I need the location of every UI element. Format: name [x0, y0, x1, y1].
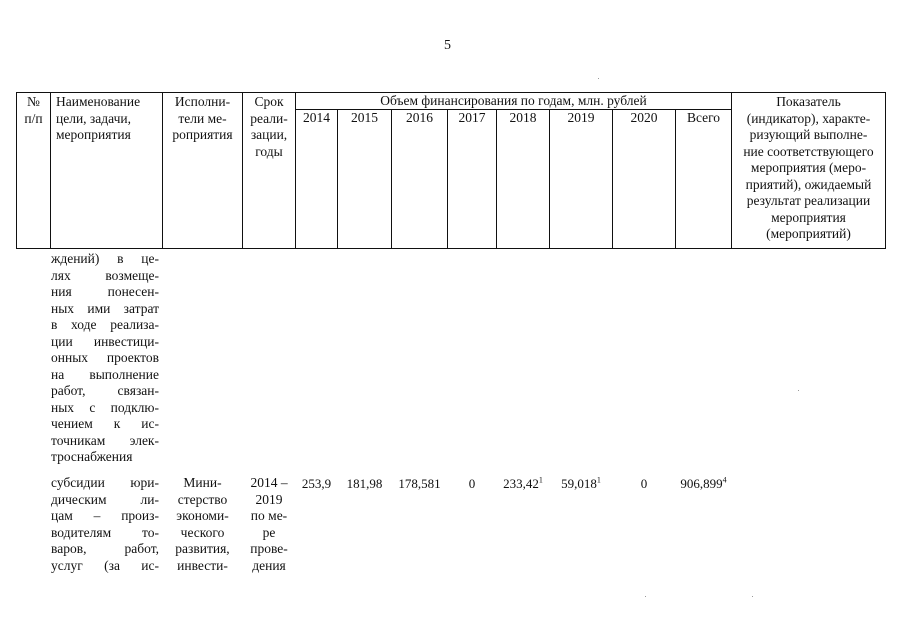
header-indicator [732, 94, 885, 243]
name-line: ния понесен- [51, 284, 159, 299]
scan-speck [798, 390, 799, 391]
header-term-line: годы [255, 143, 283, 159]
header-executors [163, 94, 242, 144]
header-term-line: Срок [254, 94, 284, 109]
exec-line: экономи- [176, 508, 229, 523]
header-name [56, 94, 160, 144]
header-indicator-line: ризующий выполне- [749, 127, 868, 142]
value-2018: 233,42$^1$ [503, 475, 543, 491]
header-exec-line: Исполни- [174, 94, 231, 109]
value-2016: 178,581 [398, 476, 441, 491]
term-line: 2019 [255, 491, 283, 507]
header-num-line: № [27, 94, 40, 109]
name-line: чением к ис- [51, 416, 159, 431]
header-year-2020: 2020 [630, 110, 658, 125]
exec-line: ческого [180, 524, 225, 540]
term-line: ре [262, 524, 276, 540]
header-num-line: п/п [24, 110, 43, 126]
name-line: услуг (за ис- [51, 557, 159, 573]
value-2015: 181,98 [346, 476, 383, 491]
header-year-2017: 2017 [458, 110, 486, 125]
value-2020: 0 [640, 476, 648, 491]
exec-line: стерство [177, 491, 228, 507]
name-line: ных ими затрат [51, 300, 159, 316]
name-line: водителям то- [51, 524, 159, 540]
name-line: онных проектов [51, 350, 159, 365]
name-line: точникам элек- [51, 432, 159, 448]
name-new-row [51, 475, 159, 574]
term-cell [243, 475, 295, 574]
value-total: 906,899$^4$ [680, 475, 727, 491]
header-term-line: зации, [250, 127, 288, 142]
header-indicator-line: результат реализации [746, 193, 871, 208]
header-name-line: мероприятия [56, 127, 131, 142]
name-line: ных с подклю- [51, 399, 159, 415]
name-line: ждений) в це- [51, 251, 159, 266]
header-year-2016: 2016 [406, 110, 433, 125]
value-2017: 0 [468, 476, 476, 491]
scan-speck [645, 596, 646, 597]
header-indicator-line: Показатель [776, 94, 841, 109]
term-line: по ме- [250, 508, 288, 523]
scan-speck [752, 596, 753, 597]
header-indicator-line: (мероприятий) [766, 226, 851, 241]
exec-line: Мини- [183, 475, 222, 490]
name-line: лях возмеще- [51, 267, 159, 283]
exec-line: развития, [175, 541, 230, 556]
name-line: троснабжения [51, 449, 133, 464]
name-line: работ, связан- [51, 383, 159, 398]
executors-cell [163, 475, 242, 574]
header-indicator-line: мероприятия (меро- [750, 160, 867, 175]
header-indicator-line: ние соответствующего [743, 143, 874, 159]
header-term-line: реали- [250, 110, 288, 126]
header-year-2014: 2014 [303, 110, 330, 125]
value-2014: 253,9 [301, 476, 332, 491]
name-line: дическим ли- [51, 491, 159, 507]
header-year-2019: 2019 [567, 110, 595, 125]
name-line: ции инвестици- [51, 333, 159, 349]
header-indicator-line: мероприятия [771, 209, 846, 225]
name-continuation [51, 251, 159, 466]
header-name-line: цели, задачи, [56, 110, 131, 126]
page-number: 5 [444, 38, 451, 53]
name-line: цам – произ- [51, 508, 159, 523]
header-exec-line: тели ме- [178, 110, 227, 126]
header-indicator-line: приятий), ожидаемый [745, 176, 872, 192]
name-line: субсидии юри- [51, 475, 159, 490]
value-2019: 59,018$^1$ [561, 475, 601, 491]
name-line: на выполнение [51, 366, 159, 382]
term-line: прове- [250, 541, 288, 556]
header-term [243, 94, 295, 160]
header-funding-title: Объем финансирования по годам, млн. рублей [380, 93, 647, 108]
header-indicator-line: (индикатор), характе- [746, 110, 871, 126]
header-total: Всего [686, 110, 721, 125]
name-line: в ходе реализа- [51, 317, 159, 332]
term-line: дения [252, 557, 286, 573]
header-year-2015: 2015 [351, 110, 378, 125]
scan-speck [598, 78, 599, 79]
header-exec-line: роприятия [172, 127, 233, 142]
header-name-line: Наименование [56, 94, 141, 109]
term-line: 2014 – [250, 475, 288, 490]
header-year-2018: 2018 [509, 110, 537, 125]
header-num [17, 94, 50, 127]
name-line: варов, работ, [51, 541, 159, 556]
exec-line: инвести- [177, 557, 228, 573]
